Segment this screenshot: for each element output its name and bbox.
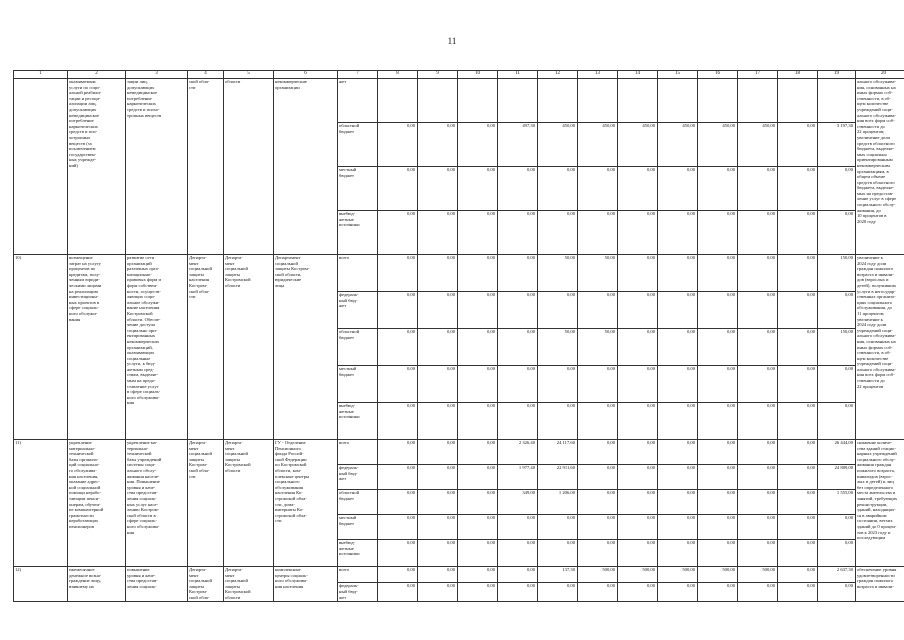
cell-c2: возмещение затрат на услугу процентов по кредитам, полу- ченным юриди- ческими лицами на реализацию инвестиционн- ных проектов в сфере социаль- ного обслужи- вания (68, 255, 126, 440)
col-header: 7 (338, 71, 378, 79)
funding-value: 0,00 (378, 292, 418, 329)
funding-value: 24 117,60 (538, 440, 578, 465)
cell-c2: оказываемым услуги по соци- альной реабили- тации и ресоци- ализации лиц, допускающих немедицинское потребление наркотических средств и пси- хотропных веществ (за исключением государствен- ных учрежде- ний) (68, 79, 126, 255)
funding-value: 0,00 (778, 255, 818, 292)
funding-value: 0,00 (658, 490, 698, 515)
funding-value: 0,00 (618, 440, 658, 465)
funding-value: 0,00 (618, 583, 658, 601)
funding-value: 0,00 (378, 515, 418, 540)
funding-value: 0,00 (778, 292, 818, 329)
table-row (14, 79, 904, 123)
funding-value: 0,00 (658, 403, 698, 440)
cell-c2: ежемесячное денежное возна- граждение лицу, взявшему на (68, 567, 126, 602)
col-header: 17 (738, 71, 778, 79)
funding-value: 0,00 (658, 211, 698, 255)
funding-value: 0,00 (778, 123, 818, 167)
funding-value: 0,00 (658, 255, 698, 292)
funding-value: 0,00 (778, 540, 818, 567)
funding-value (538, 79, 578, 123)
funding-value: 0,00 (538, 583, 578, 601)
funding-value: 150,00 (818, 255, 856, 292)
funding-value: 0,00 (778, 329, 818, 366)
funding-value: 0,00 (498, 292, 538, 329)
col-header: 15 (658, 71, 698, 79)
program-table (13, 70, 904, 602)
funding-value: 0,00 (818, 583, 856, 601)
cell-result: снижение количе- ства зданий стацио- нарных учреждений социального обслу- живания граждан пожилого возраста, инвалидов (взрос- лых и детей) и лиц без определенного места жительства и занятий, требующих реконструкции, зданий, находящих- ся в аварийном состоянии, ветхих зданий до 0 процен- тов к 2023 году и последующим (856, 440, 904, 567)
funding-source: всего (338, 440, 378, 465)
table-body (14, 71, 904, 602)
funding-value: 0,00 (738, 329, 778, 366)
funding-value: 0,00 (658, 329, 698, 366)
funding-value: 0,00 (698, 403, 738, 440)
col-header: 4 (188, 71, 224, 79)
funding-source: внебюд- жетные источники (338, 211, 378, 255)
funding-source: федераль- ный бюд- жет (338, 583, 378, 601)
cell-no: 10) (14, 255, 68, 440)
cell-c6: комплексные центры социаль- ного обслужива- ния населения (274, 567, 338, 602)
funding-value: 0,00 (738, 465, 778, 490)
cell-c5: области (224, 79, 274, 255)
funding-value: 0,00 (698, 440, 738, 465)
cell-c3: повышение уровня и каче- ства предостав- ления социаль- (126, 567, 188, 602)
funding-source: областной бюджет (338, 490, 378, 515)
funding-value: 0,00 (698, 167, 738, 211)
cell-no: 11) (14, 440, 68, 567)
funding-value: 0,00 (378, 583, 418, 601)
funding-value: 0,00 (698, 255, 738, 292)
funding-value: 0,00 (418, 515, 458, 540)
funding-value: 0,00 (458, 211, 498, 255)
funding-value: 0,00 (698, 329, 738, 366)
col-header: 12 (538, 71, 578, 79)
funding-value: 0,00 (818, 366, 856, 403)
funding-value: 0,00 (778, 567, 818, 583)
funding-value: 26 444,00 (818, 440, 856, 465)
funding-value: 0,00 (418, 255, 458, 292)
funding-value: 0,00 (778, 167, 818, 211)
funding-value: 0,00 (618, 540, 658, 567)
funding-value: 0,00 (378, 403, 418, 440)
cell-no: 12) (14, 567, 68, 602)
funding-value: 0,00 (378, 211, 418, 255)
funding-source: местный бюджет (338, 366, 378, 403)
funding-value: 0,00 (658, 366, 698, 403)
funding-value: 0,00 (458, 515, 498, 540)
funding-value: 0,00 (738, 440, 778, 465)
funding-value: 0,00 (458, 292, 498, 329)
funding-value: 137,30 (538, 567, 578, 583)
funding-source: федераль- ный бюд- жет (338, 465, 378, 490)
funding-value: 2 326,40 (498, 440, 538, 465)
col-header: 3 (126, 71, 188, 79)
col-header: 6 (274, 71, 338, 79)
funding-value: 0,00 (738, 211, 778, 255)
cell-c4: ской обла- сти (188, 79, 224, 255)
funding-value: 0,00 (538, 515, 578, 540)
page-number: 11 (447, 36, 457, 46)
funding-value: 349,00 (498, 490, 538, 515)
cell-c5: Департа- мент социальной защиты Костромской области (224, 440, 274, 567)
funding-value: 0,00 (578, 440, 618, 465)
funding-value: 3 197,30 (818, 123, 856, 167)
cell-c3: укрепление ма- териально- технической базы учреждений системы соци- ального обслу- живания населе- ния. Повышение уровня и каче- ства предостав- ления социаль- ных услуг насе- лению Костром- ской области в сфере социаль- ного обслужива- ния (126, 440, 188, 567)
funding-value: 0,00 (818, 167, 856, 211)
funding-value (778, 79, 818, 123)
funding-value: 0,00 (578, 167, 618, 211)
funding-value: 500,00 (738, 567, 778, 583)
funding-value: 497,30 (498, 123, 538, 167)
funding-value: 0,00 (658, 167, 698, 211)
funding-value: 0,00 (618, 211, 658, 255)
funding-value: 0,00 (578, 515, 618, 540)
funding-value: 0,00 (458, 255, 498, 292)
col-header: 18 (778, 71, 818, 79)
funding-source: жет (338, 79, 378, 123)
cell-c6: Департамент социальной защиты Костром- ской области, юридические лица (274, 255, 338, 440)
funding-value: 0,00 (418, 123, 458, 167)
funding-value: 0,00 (378, 167, 418, 211)
funding-value: 0,00 (458, 567, 498, 583)
col-header: 8 (378, 71, 418, 79)
funding-value: 0,00 (618, 255, 658, 292)
funding-value: 24 889,00 (818, 465, 856, 490)
funding-value: 500,00 (658, 567, 698, 583)
funding-value: 0,00 (498, 515, 538, 540)
funding-value: 450,00 (658, 123, 698, 167)
funding-value: 0,00 (698, 540, 738, 567)
col-header: 1 (14, 71, 68, 79)
funding-value: 0,00 (658, 292, 698, 329)
table-row (14, 567, 904, 583)
funding-source: внебюд- жетные источники (338, 540, 378, 567)
funding-value: 0,00 (618, 490, 658, 515)
funding-value: 0,00 (378, 255, 418, 292)
funding-value: 0,00 (538, 403, 578, 440)
funding-value: 0,00 (378, 123, 418, 167)
cell-c6: некоммерческие организации (274, 79, 338, 255)
funding-value: 0,00 (458, 540, 498, 567)
funding-source: внебюд- жетные источники (338, 403, 378, 440)
funding-value: 0,00 (658, 540, 698, 567)
funding-value: 0,00 (698, 292, 738, 329)
funding-value: 0,00 (578, 366, 618, 403)
funding-value: 0,00 (418, 329, 458, 366)
funding-value: 0,00 (778, 515, 818, 540)
funding-value: 450,00 (698, 123, 738, 167)
funding-value: 0,00 (658, 440, 698, 465)
funding-source: областной бюджет (338, 123, 378, 167)
funding-value: 0,00 (578, 583, 618, 601)
funding-value: 0,00 (698, 366, 738, 403)
col-header: 5 (224, 71, 274, 79)
funding-value: 0,00 (418, 490, 458, 515)
funding-value (738, 79, 778, 123)
funding-value: 22 911,60 (538, 465, 578, 490)
col-header: 11 (498, 71, 538, 79)
funding-value: 0,00 (378, 366, 418, 403)
funding-source: областной бюджет (338, 329, 378, 366)
funding-value: 0,00 (418, 583, 458, 601)
funding-value: 0,00 (458, 403, 498, 440)
funding-value: 0,00 (618, 167, 658, 211)
funding-value: 0,00 (418, 366, 458, 403)
funding-value: 0,00 (498, 329, 538, 366)
funding-value: 0,00 (738, 255, 778, 292)
cell-c4: Департа- мент социальной защиты населения Костром- ской обла- сти (188, 255, 224, 440)
cell-result: ального обслужива- ния, основанных на иных формах соб- ственности, в об- щем количестве учреждений соци- ального обслужива- ния всех форм соб- ственности до 22 процентов; увеличение доли средств областного бюджета, выделяе- мых социально ориентированным некоммерческим организациям, в общем объеме средств областного бюджета, выделяе- мых на предостав- ление услуг в сфере социального обслу- живания, до 10 процентов в 2020 году (856, 79, 904, 255)
funding-value: 0,00 (618, 465, 658, 490)
funding-value: 0,00 (378, 490, 418, 515)
funding-source: всего (338, 567, 378, 583)
funding-value: 0,00 (418, 540, 458, 567)
funding-value: 0,00 (498, 211, 538, 255)
funding-value: 0,00 (538, 167, 578, 211)
cell-c3: развитие сети организаций различных орга- низационно- правовых форм и форм собствен- ности, осуществ- ляющих соци- альное обслужи- вание населения Костромской области. Обеспе- чение доступа социально ори- ентированных некоммерческих организаций, оказывающих социальные услуги, к бюд- жетным сред- ствам, выделяе- мым на предо- ставление услуг в сфере социаль- ного обслужива- ния (126, 255, 188, 440)
cell-c6: ГУ - Отделение Пенсионного фонда Россий- ской Федерации по Костромской области, ком- плексные центры социального обслуживания населения Ко- стромской обла- сти, дома- интернаты Ко- стромской обла- сти (274, 440, 338, 567)
funding-value: 0,00 (498, 567, 538, 583)
funding-value (618, 79, 658, 123)
funding-value: 0,00 (738, 583, 778, 601)
funding-value: 0,00 (618, 292, 658, 329)
funding-value: 0,00 (578, 211, 618, 255)
cell-no (14, 79, 68, 255)
funding-value: 0,00 (498, 403, 538, 440)
funding-value: 500,00 (698, 567, 738, 583)
funding-value: 0,00 (538, 366, 578, 403)
funding-value (658, 79, 698, 123)
funding-value: 0,00 (418, 567, 458, 583)
funding-value: 1 555,00 (818, 490, 856, 515)
funding-value: 1 206,00 (538, 490, 578, 515)
funding-value: 0,00 (498, 366, 538, 403)
col-header: 14 (618, 71, 658, 79)
table-row (14, 440, 904, 465)
funding-value: 150,00 (818, 329, 856, 366)
funding-value (378, 79, 418, 123)
funding-value: 0,00 (738, 490, 778, 515)
funding-value (578, 79, 618, 123)
cell-c4: Департа- мент социальной защиты Костром- ской обла- сти (188, 440, 224, 567)
funding-value: 0,00 (738, 515, 778, 540)
funding-value (698, 79, 738, 123)
funding-value: 0,00 (458, 329, 498, 366)
funding-value: 0,00 (578, 490, 618, 515)
funding-value: 0,00 (458, 440, 498, 465)
funding-value: 0,00 (458, 583, 498, 601)
funding-value: 0,00 (578, 403, 618, 440)
cell-c3: зации лиц, допускающих немедицинское потребление наркотических средств и психо- тропных веществ (126, 79, 188, 255)
funding-value: 0,00 (498, 255, 538, 292)
funding-value: 450,00 (618, 123, 658, 167)
funding-value: 0,00 (818, 292, 856, 329)
funding-value: 0,00 (418, 167, 458, 211)
funding-value: 0,00 (418, 211, 458, 255)
funding-value: 0,00 (698, 465, 738, 490)
funding-value: 0,00 (378, 567, 418, 583)
funding-value: 50,00 (578, 329, 618, 366)
funding-value: 0,00 (538, 292, 578, 329)
funding-value: 0,00 (578, 540, 618, 567)
funding-value: 0,00 (818, 211, 856, 255)
funding-value: 0,00 (778, 490, 818, 515)
funding-value: 50,00 (538, 329, 578, 366)
funding-value: 0,00 (618, 366, 658, 403)
funding-value: 500,00 (618, 567, 658, 583)
funding-value: 0,00 (458, 366, 498, 403)
funding-value: 0,00 (698, 211, 738, 255)
funding-value: 0,00 (738, 540, 778, 567)
funding-value: 0,00 (698, 490, 738, 515)
funding-value (418, 79, 458, 123)
funding-value: 0,00 (458, 167, 498, 211)
funding-value: 1 977,40 (498, 465, 538, 490)
header-row (14, 71, 904, 79)
funding-value: 0,00 (738, 167, 778, 211)
funding-value (498, 79, 538, 123)
cell-c4: Департа- мент социальной защиты Костром- ской обла- (188, 567, 224, 602)
funding-value: 0,00 (418, 403, 458, 440)
funding-value: 0,00 (378, 465, 418, 490)
funding-value: 0,00 (498, 583, 538, 601)
funding-source: местный бюджет (338, 515, 378, 540)
funding-value: 0,00 (538, 211, 578, 255)
funding-value (458, 79, 498, 123)
funding-source: всего (338, 255, 378, 292)
funding-value: 0,00 (378, 440, 418, 465)
funding-value: 0,00 (418, 440, 458, 465)
funding-source: федераль- ный бюд- жет (338, 292, 378, 329)
funding-value: 0,00 (658, 465, 698, 490)
funding-value: 0,00 (658, 515, 698, 540)
funding-value: 450,00 (578, 123, 618, 167)
funding-value: 0,00 (778, 440, 818, 465)
funding-value: 0,00 (658, 583, 698, 601)
funding-value: 0,00 (698, 515, 738, 540)
funding-value: 0,00 (778, 366, 818, 403)
funding-value: 0,00 (778, 583, 818, 601)
funding-value: 0,00 (378, 540, 418, 567)
funding-value: 0,00 (578, 465, 618, 490)
funding-value: 0,00 (778, 211, 818, 255)
table-row (14, 255, 904, 292)
funding-value: 0,00 (778, 465, 818, 490)
funding-value: 0,00 (738, 292, 778, 329)
funding-value: 0,00 (418, 465, 458, 490)
funding-value: 50,00 (578, 255, 618, 292)
funding-value: 0,00 (818, 540, 856, 567)
funding-value: 0,00 (458, 465, 498, 490)
col-header: 10 (458, 71, 498, 79)
funding-value: 450,00 (538, 123, 578, 167)
cell-result: обеспечение уровня удовлетворенности граждан пожилого возраста и инвали- (856, 567, 904, 602)
col-header: 16 (698, 71, 738, 79)
funding-value: 0,00 (818, 515, 856, 540)
funding-value: 0,00 (458, 123, 498, 167)
funding-value (818, 79, 856, 123)
funding-source: местный бюджет (338, 167, 378, 211)
cell-c5: Департа- мент социальной защиты Костромской области (224, 567, 274, 602)
cell-c2: укрепление материально- технической базы организа- ций социально- го обслужива- ния населения, оказание адрес- ной социальной помощи нерабо- тающим пенси- онерам, обучен- ие компьютерной грамотности неработающих пенсионеров (68, 440, 126, 567)
col-header: 19 (818, 71, 856, 79)
funding-value: 0,00 (378, 329, 418, 366)
funding-value: 0,00 (618, 403, 658, 440)
funding-value: 500,00 (578, 567, 618, 583)
col-header: 13 (578, 71, 618, 79)
cell-c5: Департа- мент социальной защиты Костромской области (224, 255, 274, 440)
funding-value: 0,00 (578, 292, 618, 329)
funding-value: 0,00 (458, 490, 498, 515)
funding-value: 450,00 (738, 123, 778, 167)
funding-value: 0,00 (738, 403, 778, 440)
funding-value: 0,00 (698, 583, 738, 601)
col-header: 9 (418, 71, 458, 79)
funding-value: 0,00 (538, 540, 578, 567)
funding-value: 0,00 (618, 515, 658, 540)
funding-value: 0,00 (418, 292, 458, 329)
funding-value: 0,00 (818, 403, 856, 440)
funding-value: 0,00 (738, 366, 778, 403)
cell-result: увеличение к 2024 году доли граждан пожилого возраста и инвали- дов (взрослых и детей), получивших услуги в негосудар- ственных организа- циях социального обслуживания, до 11 процентов; увеличение к 2024 году доли учреждений соци- ального обслужива- ния, основанных на иных формах соб- ственности, в об- щем количестве учреждений соци- ального обслужива- ния всех форм соб- ственности до 22 процентов (856, 255, 904, 440)
funding-value: 0,00 (778, 403, 818, 440)
funding-value: 0,00 (618, 329, 658, 366)
funding-value: 2 637,30 (818, 567, 856, 583)
col-header: 20 (856, 71, 904, 79)
col-header: 2 (68, 71, 126, 79)
funding-value: 50,00 (538, 255, 578, 292)
funding-value: 0,00 (498, 540, 538, 567)
funding-value: 0,00 (498, 167, 538, 211)
